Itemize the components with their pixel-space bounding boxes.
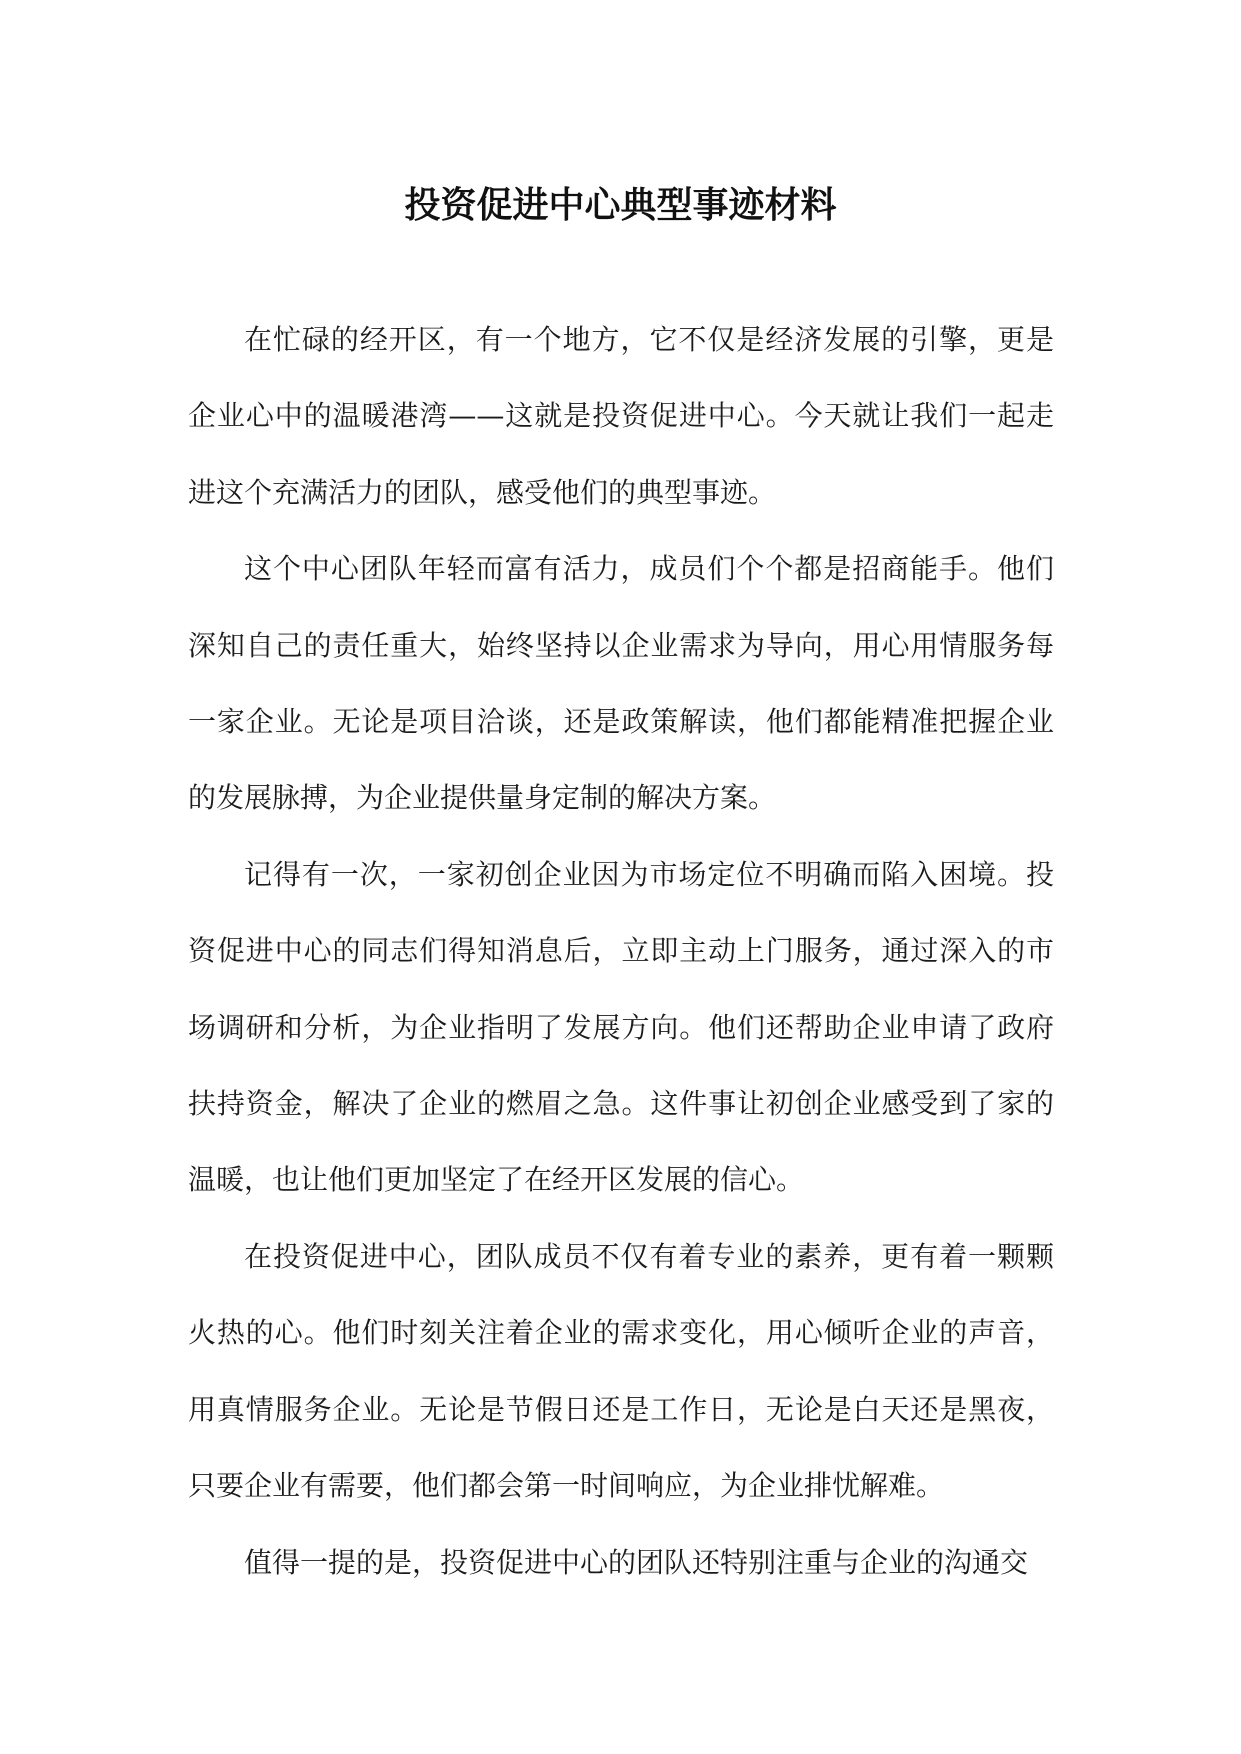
document-title: 投资促进中心典型事迹材料 — [404, 184, 837, 226]
paragraph-4: 在投资促进中心，团队成员不仅有着专业的素养，更有着一颗颗火热的心。他们时刻关注着企业的需求变化，用心倾听企业的声音，用真情服务企业。无论是节假日还是工作日，无论是白天还是黑夜，只要企业有需要，他们都会第一时间响应，为企业排忧解难。 — [188, 1239, 1054, 1503]
paragraph-5: 值得一提的是，投资促进中心的团队还特别注重与企业的沟通交 — [244, 1545, 1029, 1579]
paragraph-2: 这个中心团队年轻而富有活力，成员们个个都是招商能手。他们深知自己的责任重大，始终坚持以企业需求为导向，用心用情服务每一家企业。无论是项目洽谈，还是政策解读，他们都能精准把握企业的发展脉搏，为企业提供量身定制的解决方案。 — [188, 552, 1054, 815]
paragraph-1: 在忙碌的经开区，有一个地方，它不仅是经济发展的引擎，更是企业心中的温暖港湾——这就是投资促进中心。今天就让我们一起走进这个充满活力的团队，感受他们的典型事迹。 — [188, 323, 1054, 509]
document-body — [188, 302, 1054, 1601]
paragraph-3: 记得有一次，一家初创企业因为市场定位不明确而陷入困境。投资促进中心的同志们得知消息后，立即主动上门服务，通过深入的市场调研和分析，为企业指明了发展方向。他们还帮助企业申请了政府扶持资金，解决了企业的燃眉之急。这件事让初创企业感受到了家的温暖，也让他们更加坚定了在经开区发展的信心。 — [188, 857, 1054, 1197]
